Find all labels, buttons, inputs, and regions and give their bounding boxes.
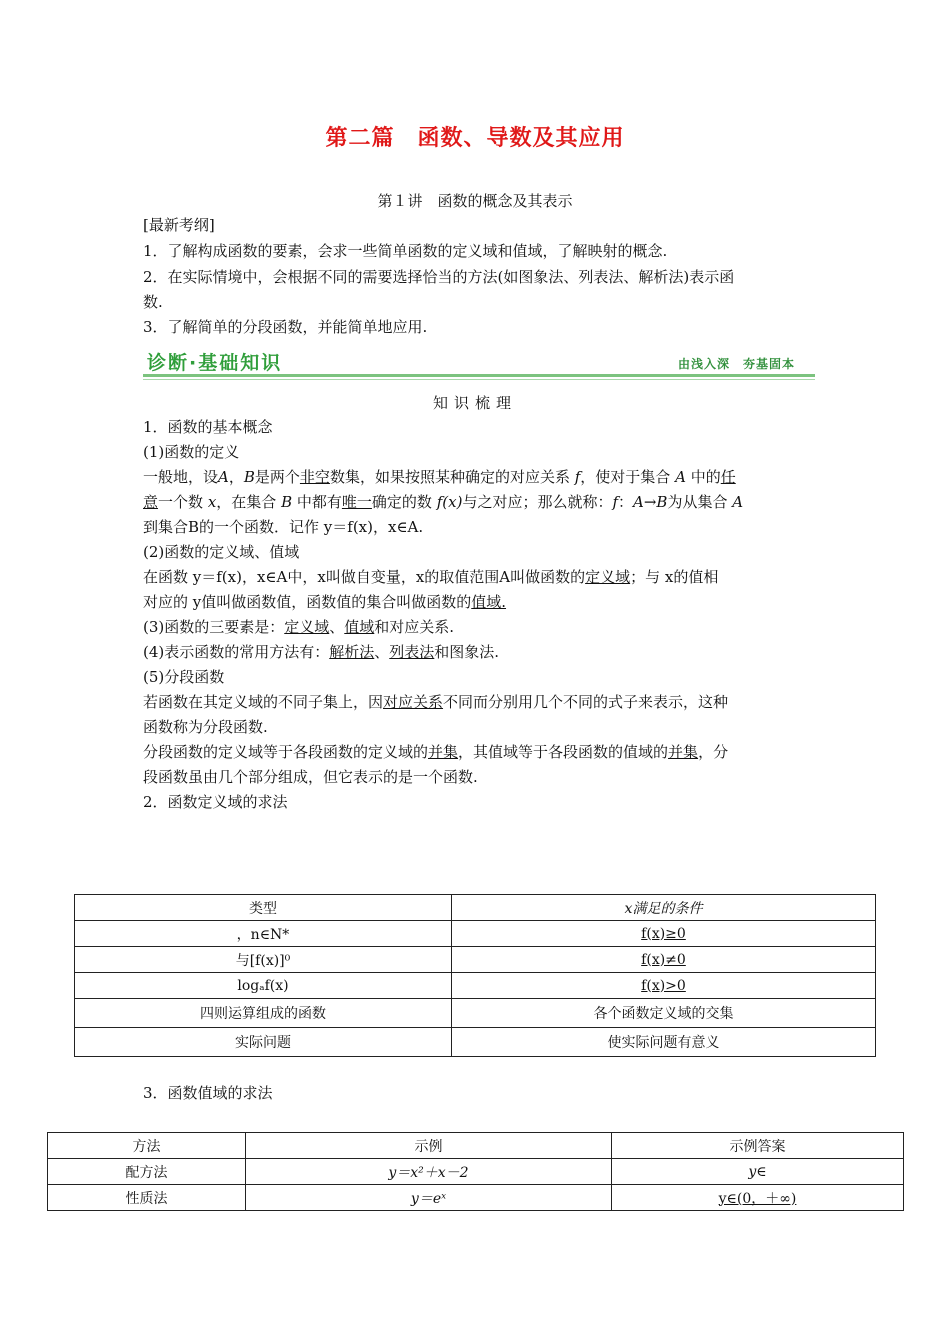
table-cell: y＝x²＋x－2: [246, 1159, 612, 1185]
piecewise-line-1: 若函数在其定义域的不同子集上，因对应关系不同而分别用几个不同的式子来表示，这种: [143, 693, 729, 711]
table-cell: 实际问题: [75, 1028, 452, 1057]
outline-item-3: 3．了解简单的分段函数，并能简单地应用.: [143, 318, 428, 336]
heading-definition: (1)函数的定义: [143, 443, 240, 461]
table-row: [75, 921, 876, 947]
table-cell: f(x)≠0: [452, 947, 876, 973]
table-header-cell: 示例: [246, 1133, 612, 1159]
table-cell: y＝eˣ: [246, 1185, 612, 1211]
table-cell: 与[f(x)]⁰: [75, 947, 452, 973]
heading-domain-range: (2)函数的定义域、值域: [143, 543, 300, 561]
table-row: [48, 1185, 904, 1211]
table-cell: 使实际问题有意义: [452, 1028, 876, 1057]
table-cell: logₐf(x): [75, 973, 452, 999]
table-cell: 各个函数定义域的交集: [452, 999, 876, 1028]
banner-rule-thin: [143, 379, 815, 380]
table-row: [75, 947, 876, 973]
heading-range-methods: 3．函数值域的求法: [143, 1084, 273, 1102]
domain-line-1: 在函数 y＝f(x)，x∈A中，x叫做自变量，x的取值范围A叫做函数的定义域；与 x的值相: [143, 568, 719, 586]
table-header: [48, 1133, 904, 1159]
table-row: [75, 973, 876, 999]
table-cell: ，n∈N*: [75, 921, 452, 947]
banner-rule: [143, 374, 815, 377]
table-cell: 四则运算组成的函数: [75, 999, 452, 1028]
domain-line-2: 对应的 y值叫做函数值，函数值的集合叫做函数的值域.: [143, 593, 507, 611]
banner-title: 诊断·基础知识: [147, 352, 283, 374]
table-header-cell: 类型: [75, 895, 452, 921]
definition-line-2: 意一个数 x，在集合 B 中都有唯一确定的数 f(x)与之对应；那么就称：f：A→B为从集合 A: [143, 493, 744, 511]
heading-basic-concept: 1．函数的基本概念: [143, 418, 273, 436]
representation-methods: (4)表示函数的常用方法有：解析法、列表法和图象法.: [143, 643, 500, 661]
outline-item-2-cont: 数.: [143, 293, 163, 311]
domain-table: [74, 894, 876, 1057]
table-row: [48, 1159, 904, 1185]
table-header-cell: 方法: [48, 1133, 246, 1159]
section-banner: [143, 345, 815, 381]
knowledge-title: 知识梳理: [432, 394, 517, 412]
table-row: [75, 1028, 876, 1057]
table-cell: 性质法: [48, 1185, 246, 1211]
piecewise-line-3: 分段函数的定义域等于各段函数的定义域的并集，其值域等于各段函数的值域的并集，分: [143, 743, 729, 761]
three-elements: (3)函数的三要素是：定义域、值域和对应关系.: [143, 618, 455, 636]
outline-item-2: 2．在实际情境中，会根据不同的需要选择恰当的方法(如图象法、列表法、解析法)表示函: [143, 268, 735, 286]
table-cell: y∈: [612, 1159, 904, 1185]
table-cell: 配方法: [48, 1159, 246, 1185]
chapter-title: 第二篇 函数、导数及其应用: [325, 126, 625, 151]
definition-line-3: 到集合B的一个函数．记作 y＝f(x)，x∈A.: [143, 518, 424, 536]
lesson-title: 第１讲 函数的概念及其表示: [377, 192, 573, 210]
range-table: [47, 1132, 904, 1211]
table-header: [75, 895, 876, 921]
table-row: [75, 999, 876, 1028]
table-header-cell: 示例答案: [612, 1133, 904, 1159]
outline-heading: [最新考纲]: [143, 216, 215, 234]
banner-slogan: 由浅入深 夯基固本: [677, 357, 795, 371]
heading-piecewise: (5)分段函数: [143, 668, 225, 686]
table-cell: y∈(0，＋∞): [612, 1185, 904, 1211]
piecewise-line-2: 函数称为分段函数.: [143, 718, 268, 736]
outline-item-1: 1．了解构成函数的要素，会求一些简单函数的定义域和值域，了解映射的概念.: [143, 242, 668, 260]
table-header-cell: x满足的条件: [452, 895, 876, 921]
heading-domain-methods: 2．函数定义域的求法: [143, 793, 288, 811]
table-cell: f(x)≥0: [452, 921, 876, 947]
table-cell: f(x)>0: [452, 973, 876, 999]
piecewise-line-4: 段函数虽由几个部分组成，但它表示的是一个函数.: [143, 768, 478, 786]
definition-line-1: 一般地，设A，B是两个非空数集，如果按照某种确定的对应关系 f，使对于集合 A 中的任: [143, 468, 736, 486]
